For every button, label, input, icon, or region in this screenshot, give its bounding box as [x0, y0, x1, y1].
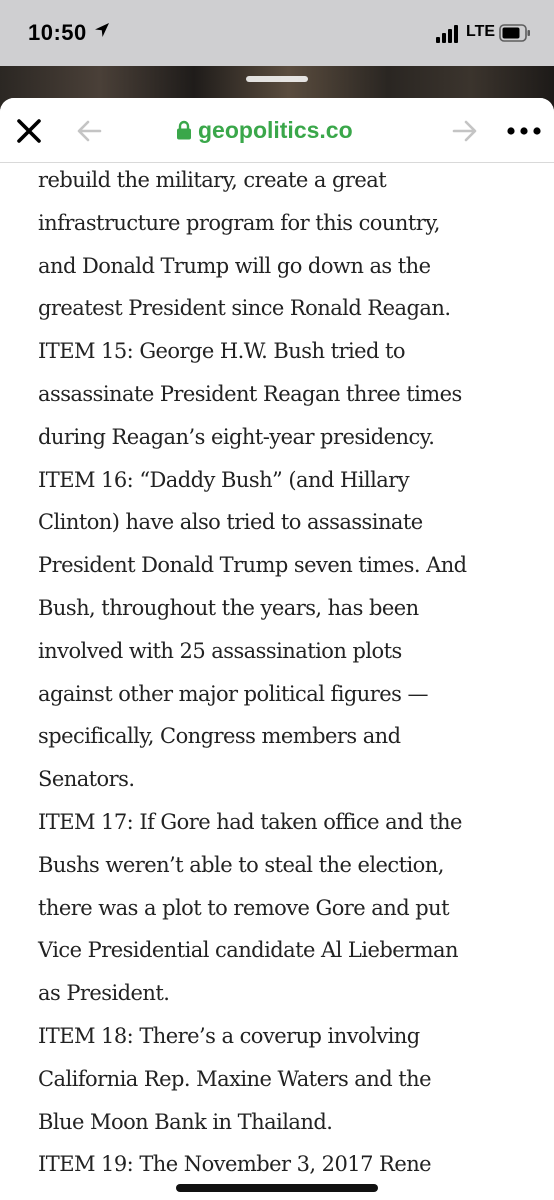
battery-icon — [499, 24, 531, 42]
forward-arrow-icon[interactable] — [452, 120, 478, 142]
article-line: ITEM 16: “Daddy Bush” (and Hillary — [38, 467, 410, 492]
article-line: President Donald Trump seven times. And — [38, 553, 467, 578]
status-time: 10:50 — [28, 20, 87, 45]
home-indicator[interactable] — [176, 1184, 378, 1192]
article-line: and Donald Trump will go down as the — [38, 253, 431, 278]
network-type: LTE — [466, 23, 496, 40]
article-line: specifically, Congress members and — [38, 724, 401, 749]
status-bar — [0, 0, 554, 66]
article-line: ITEM 18: There’s a coverup involving — [38, 1023, 420, 1048]
sheet-grabber[interactable] — [246, 76, 308, 82]
more-icon[interactable] — [506, 126, 542, 136]
article-line: Vice Presidential candidate Al Lieberman — [38, 938, 458, 963]
url-bar[interactable] — [176, 116, 353, 144]
back-arrow-icon[interactable] — [76, 120, 102, 142]
url-text: geopolitics.co — [198, 116, 353, 143]
signal-bars-icon — [436, 25, 462, 43]
location-arrow-icon — [94, 22, 110, 38]
article-line: Bushs weren’t able to steal the election, — [38, 852, 444, 877]
article-line: ITEM 17: If Gore had taken office and the — [38, 809, 462, 834]
article-line: during Reagan’s eight-year presidency. — [38, 424, 435, 449]
article-line: there was a plot to remove Gore and put — [38, 895, 450, 920]
article-line: ITEM 19: The November 3, 2017 Rene — [38, 1152, 432, 1177]
article-line: Bush, throughout the years, has been — [38, 595, 419, 620]
article-line: against other major political figures — — [38, 681, 428, 706]
article-line: as President. — [38, 981, 170, 1006]
browser-sheet — [0, 98, 554, 1200]
article-line: California Rep. Maxine Waters and the — [38, 1066, 431, 1091]
article-line: Senators. — [38, 767, 135, 792]
article-line: assassinate President Reagan three times — [38, 381, 462, 406]
article-line: Blue Moon Bank in Thailand. — [38, 1109, 333, 1134]
browser-toolbar — [0, 98, 554, 163]
article-line: greatest President since Ronald Reagan. — [38, 296, 451, 321]
article-line: ITEM 15: George H.W. Bush tried to — [38, 339, 406, 364]
article-line: infrastructure program for this country, — [38, 210, 440, 235]
lock-icon — [176, 120, 192, 140]
close-icon[interactable] — [16, 118, 42, 144]
article-line: involved with 25 assassination plots — [38, 638, 402, 663]
article-line: Clinton) have also tried to assassinate — [38, 510, 423, 535]
article-line: rebuild the military, create a great — [38, 168, 387, 192]
article-body — [38, 159, 538, 1186]
